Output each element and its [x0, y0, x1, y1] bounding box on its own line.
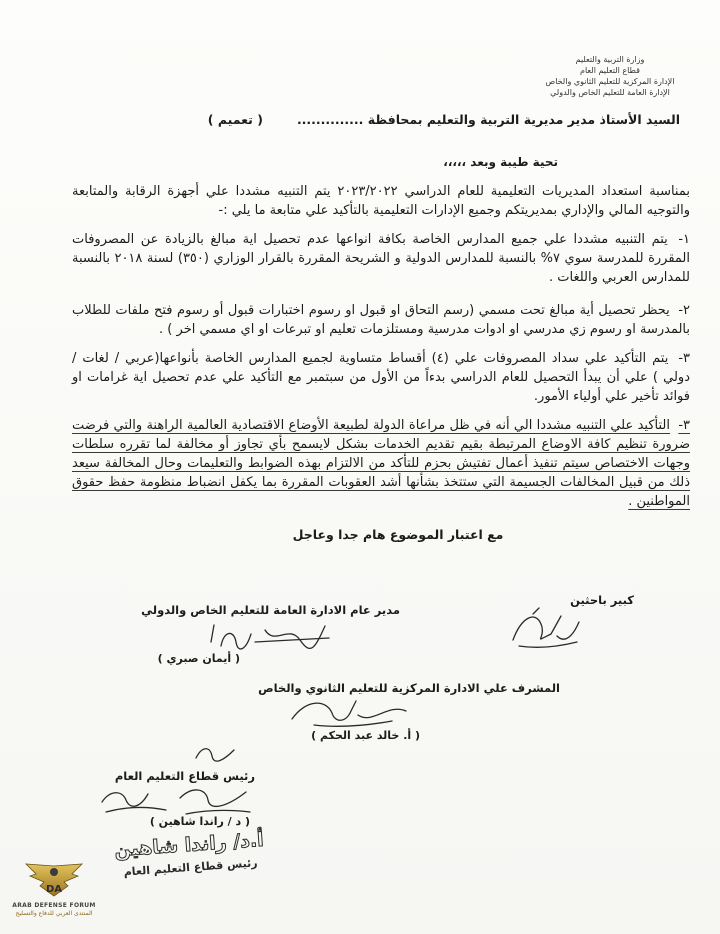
- forum-name-en: ARAB DEFENSE FORUM: [12, 902, 96, 909]
- item-text: التأكيد علي التنبيه مشددا الي أنه في ظل مراعاة الدولة لطبيعة الأوضاع الاقتصادية العالمية الراهنة والتي فرضت ضرورة تنظيم كافة الاوضاع المرتبطة بقيم تقديم الخدمات بشكل لايسمح بأي تجاوز أو مخالفة لما تقرره سلطات وجهات الاختصاص سيتم تنفيذ أعمال تفتيش بحزم للتأكد من الالتزام بهذه الضوابط والتعليمات وحال المخالفة سيعد ذلك من قبيل المخالفات الجسيمة التي ستتخذ بشأنها أشد العقوبات المقررة بما يكفل انضباط منظومة حفظ حقوق المواطنين .: [72, 418, 690, 509]
- senior-researcher-title: كبير باحثين: [570, 593, 634, 607]
- intro-paragraph: بمناسبة استعداد المديريات التعليمية للعام الدراسي ٢٠٢٣/٢٠٢٢ يتم التنبيه مشددا علي أجهزة الرقابة والمتابعة والتوجيه المالي والإداري بمديريتكم وجميع الإدارات التعليمية بالتأكيد علي متابعة ما يلي :-: [72, 184, 690, 218]
- general-manager-name: ( أيمان صبري ): [157, 652, 240, 665]
- list-item: [72, 416, 690, 511]
- stamp-title: رئيس قطاع التعليم العام: [123, 856, 258, 879]
- item-text: يحظر تحصيل أية مبالغ تحت مسمي (رسم التحاق او قبول او رسوم اختبارات قبول أو رسوم فتح ملفات للطلاب بالمدرسة او رسوم زي مدرسي او ادوات مدرسية ومستلزمات تعليم او تبرعات او اي مسمي اخر ) .: [72, 303, 690, 337]
- general-manager-signature: [205, 620, 335, 652]
- ministry-header: [520, 54, 700, 98]
- header-line: الإدارة العامة للتعليم الخاص والدولي: [550, 88, 670, 97]
- item-number: ١-: [678, 232, 690, 247]
- official-stamp: [90, 823, 290, 895]
- supervisor-title: المشرف علي الادارة المركزية للتعليم الثانوي والخاص: [258, 681, 560, 695]
- general-manager-title: مدير عام الادارة العامة للتعليم الخاص والدولي: [141, 603, 400, 617]
- supervisor-signature: [288, 695, 410, 727]
- sector-head-initial: [192, 744, 238, 762]
- header-line: وزارة التربية والتعليم: [575, 55, 645, 64]
- supervisor-name: ( أ. خالد عبد الحكم ): [311, 729, 420, 742]
- sector-head-name: ( د / راندا شاهين ): [149, 815, 250, 828]
- list-item: [72, 349, 690, 406]
- closing-note: مع اعتبار الموضوع هام جدا وعاجل: [292, 527, 504, 542]
- stamp-name: أ.د/ راندا شاهين: [113, 828, 265, 862]
- item-number: ٢-: [678, 303, 690, 318]
- item-number: ٣-: [678, 418, 690, 433]
- item-text: يتم التنبيه مشددا علي جميع المدارس الخاصة بكافة انواعها عدم تحصيل اية مبالغ بالزيادة عن المصروفات المقررة للمدرسة سوي ٧% بالنسبة للمدارس الدولية و الشريحة المقررة بالقرار الوزاري (٣٥٠) لسنة ٢٠١٨ بالنسبة للمدارس العربي واللغات .: [72, 232, 690, 285]
- sector-head-title: رئيس قطاع التعليم العام: [114, 769, 255, 783]
- circular-tag: ( تعميم ): [207, 112, 263, 127]
- forum-name-ar: المنتدى العربي للدفاع والتسليح: [15, 910, 93, 917]
- list-item: [72, 230, 690, 287]
- senior-researcher-signature: [505, 606, 585, 648]
- letter-body: [72, 110, 690, 558]
- item-number: ٣-: [678, 351, 690, 366]
- addressee-text: السيد الأستاذ مدير مديرية التربية والتعليم بمحافظة ..............: [296, 112, 680, 127]
- greeting: تحية طيبة وبعد ،،،،،: [443, 155, 558, 169]
- eagle-emblem-icon: [22, 860, 86, 902]
- header-line: الإدارة المركزية للتعليم الثانوي والخاص: [545, 77, 675, 86]
- forum-watermark-logo: [4, 860, 104, 930]
- list-item: [72, 301, 690, 339]
- item-text: يتم التأكيد علي سداد المصروفات علي (٤) أقساط متساوية لجميع المدارس الخاصة بأنواعها(عربي / لغات / دولي ) علي أن يبدأ التحصيل للعام الدراسي بدءاً من الأول من سبتمبر مع التأكيد علي عدم تحصيل اية غرامات او فوائد تأخير علي أولياء الأمور.: [72, 351, 690, 404]
- addressee-line: [72, 110, 690, 130]
- header-line: قطاع التعليم العام: [580, 66, 640, 75]
- emblem-letters: DA: [45, 884, 63, 895]
